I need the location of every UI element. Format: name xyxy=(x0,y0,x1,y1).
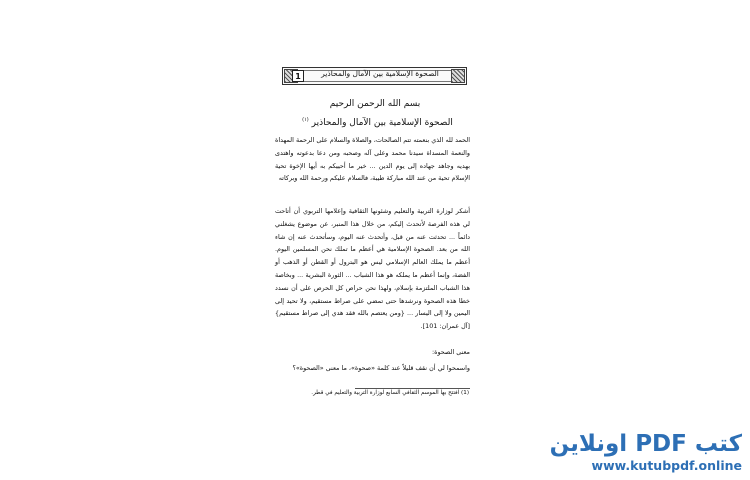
paragraph-intro: الحمد لله الذي بنعمته تتم الصالحات، والصلاة والسلام على الرحمة المهداة والنعمة المسداة سيدنا محمد وعلى آله وصحبه ومن دعا بدعوته واهتدى بهديه وجاهد جهاده إلى يوم الدين ... خير ما أحييكم به أيها الإخوة تحية الإسلام تحية من عند الله مباركة طيبة، فالسلام عليكم ورحمة الله وبركاته xyxy=(275,136,470,183)
basmala: بسم الله الرحمن الرحيم xyxy=(329,99,421,109)
chapter-title xyxy=(290,117,465,128)
running-header-title: الصحوة الإسلامية بين الآمال والمحاذير xyxy=(321,69,439,78)
right-ornament-icon xyxy=(451,69,465,83)
section-text: واسمحوا لي أن نقف قليلاً عند كلمة «صحوة»، ما معنى «الصحوة»؟ xyxy=(292,364,470,372)
watermark-url[interactable]: www.kutubpdf.online xyxy=(591,458,742,473)
footnote-divider xyxy=(355,388,470,389)
watermark-title: كتب PDF اونلاين xyxy=(549,431,742,457)
paragraph-body: أشكر لوزارة التربية والتعليم وشئونها الثقافية وإعلامها التربوي أن أتاحت لي هذه الفرصة لأتحدث إليكم، من خلال هذا المنبر، عن موضوع يشغلني دائماً ... تحدثت عنه من قبل، وأتحدث عنه اليوم، وسأتحدث عنه إن شاء الله من بعد. الصحوة الإسلامية هي أعظم ما تملك نحن المسلمين اليوم. أعظم ما يملك العالم الإسلامي ليس هو البترول أو القطن أو الذهب أو الفضة، وإنما أعظم ما يملكه هو هذا الشباب ... الثورة البشرية ... وبخاصة هذا الشباب الملتزمة بإسلام، ولهذا نحن حراص كل الحرص على أن نسدد خطا هذه الصحوة ونرشدها حتى تمضي على صراط مستقيم، ولا تحيد إلى اليمين ولا إلى اليسار ... {ومن يعتصم بالله فقد هدي إلى صراط مستقيم} [آل عمران: 101]. xyxy=(275,207,470,331)
chapter-title-text: الصحوة الإسلامية بين الآمال والمحاذير xyxy=(311,118,453,128)
page-number: 1 xyxy=(292,70,304,82)
section-heading: معنى الصحوة: xyxy=(432,348,470,356)
footnote-marker: (١) xyxy=(302,117,309,123)
footnote: (1) افتتح بها الموسم الثقافي السابع لوزارة التربية والتعليم في قطر. xyxy=(311,390,469,396)
